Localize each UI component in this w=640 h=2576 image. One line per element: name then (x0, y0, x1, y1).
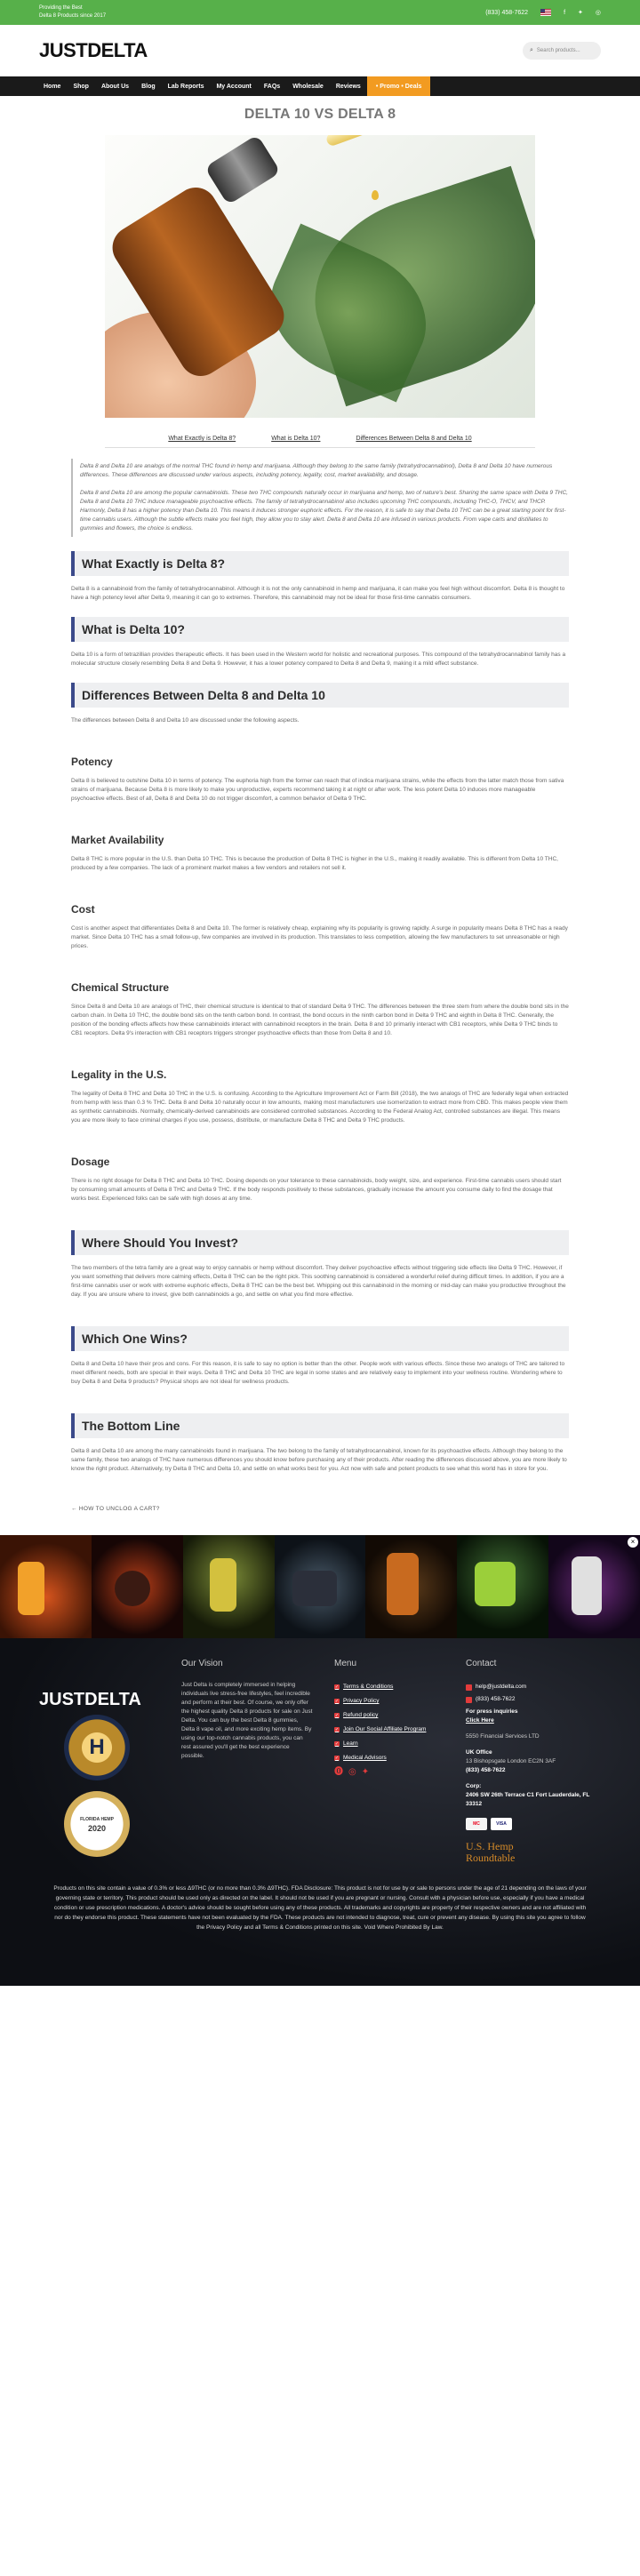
intro-paragraph-2: Delta 8 and Delta 10 are among the popular cannabinoids. These two THC compounds naturally occur in marijuana and hemp, two of nature's best. Sharing the same space with Delta 9 THC, Delta 8 and Delta 10 THC induce manageable psychoactive effects. The family of tetrahydrocannabinol also includes upcoming THC compounds, including THC-O, THCV, and THCP. Harmonly, Delta 8 has a higher potency than Delta 10. This means it induces stronger euphoric effects. For the reason, it is safe to say that Delta 10 THC can be a great starting point for first-time cannabis users. Although the subtle effects make you feel high, they allow you to stay alert. Delta 8 and Delta 10 are infused in various products. From vape carts and distillates to gummies and flowers, the choice is endless. (80, 490, 568, 532)
search-input[interactable]: Search products... (536, 48, 580, 53)
press-label: For press inquiries (466, 1708, 518, 1715)
footer-link-terms[interactable] (334, 1683, 466, 1692)
check-icon: ✓ (334, 1699, 340, 1704)
toc-link-delta-10[interactable]: What is Delta 10? (271, 436, 321, 442)
promo-line-1: Providing the Best (39, 5, 83, 11)
bottle-cap-shape (204, 135, 281, 205)
menu-label[interactable]: Privacy Policy (343, 1698, 380, 1704)
intro-quote (71, 459, 569, 537)
section-heading: Which One Wins? (71, 1326, 569, 1351)
contact-phone-row[interactable] (466, 1695, 590, 1704)
page-title: DELTA 10 VS DELTA 8 (244, 107, 396, 122)
badge-letter: H (89, 1735, 105, 1759)
section-heading: Where Should You Invest? (71, 1230, 569, 1255)
dropper-shape (325, 135, 455, 148)
search-icon[interactable]: ⌕ (530, 47, 533, 53)
footer-brand (39, 1660, 181, 1864)
nav-item-lab-reports[interactable]: Lab Reports (167, 83, 204, 90)
toc-link-differences[interactable]: Differences Between Delta 8 and Delta 10 (356, 436, 472, 442)
gallery-image[interactable] (548, 1535, 640, 1638)
subsection-heading: Potency (71, 756, 113, 768)
site-footer (0, 1638, 640, 1986)
footer-menu (324, 1660, 466, 1864)
footer-link-privacy[interactable] (334, 1697, 466, 1706)
close-icon[interactable]: × (628, 1537, 638, 1548)
section-paragraph: Delta 10 is a form of tetrazillian provides therapeutic effects. It has been used in the Western world for holistic and recreational purposes. This compound of the tetrahydrocannabinol family has a molecular structure closely resembling Delta 8 and Delta 9. However, it has a lower potency compared to Delta 8 and Delta 9, making it a mild effect substance. (71, 652, 566, 667)
previous-post-link[interactable]: ← HOW TO UNCLOG A CART? (71, 1506, 160, 1512)
legal-disclaimer: Products on this site contain a value of 0.3% or less Δ9THC (or no more than 0.3% Δ9THC). FDA Disclosure: This product is not for use by or sale to persons under the age of 21 depending on the laws of your governing state or territory. This product should be used only as directed on the label. It should not be used if you are pregnant or nursing. Consult with a physician before use, especially if you have a medical condition or use prescription medications. A doctor's advice should be sought before using any of these products. All trademarks and copyrights are property of their respective owners and are not affiliated with nor do they endorse this product. These statements have not been evaluated by the FDA. These products are not intended to diagnose, treat, cure or prevent any disease. By using this site you agree to follow the Privacy Policy and all Terms & Conditions printed on this site. Void Where Prohibited By Law. (53, 1885, 587, 1931)
search-box[interactable] (523, 42, 601, 60)
subsection-paragraph: Since Delta 8 and Delta 10 are analogs of THC, their chemical structure is identical to that of standard Delta 9 THC. The differences between the three stem from where the double bond sits in the carbon chain. In Delta 10 THC, the double bond sits on the tenth carbon bond. In contrast, the bond occurs in the ninth carbon bond in Delta 9 THC and eighth in Delta 8 THC. Generally, the position of the bonding effects affects how these cannabinoids interact with cannabinoid receptors in the brain. Delta 8 and 10 primarily interact with CB1 receptors, while Delta 9 THC binds to CB1 receptors. Delta 9's interaction with CB1 receptors triggers stronger psychoactive effects than those from Delta 8 and 10. (71, 1004, 569, 1036)
roundtable-line-1: U.S. Hemp (466, 1840, 514, 1852)
gallery-image[interactable] (183, 1535, 275, 1638)
instagram-icon[interactable]: ◎ (348, 1767, 356, 1777)
oil-drop-shape (372, 190, 379, 200)
menu-label[interactable]: Terms & Conditions (343, 1684, 394, 1690)
gallery-image[interactable] (457, 1535, 548, 1638)
press-link[interactable]: Click Here (466, 1717, 494, 1724)
roundtable-line-2: Roundtable (466, 1852, 516, 1864)
section-heading: Differences Between Delta 8 and Delta 10 (71, 683, 569, 708)
section-paragraph: The two members of the tetra family are a great way to enjoy cannabis or hemp without discomfort. They deliver psychoactive effects without triggering side effects like Delta 9 THC. However, if you want something that delivers more calming effects, Delta 8 THC can be the right pick. This soothing cannabinoid is considered a wonderful relief during difficult times. In addition, if you are a first-time cannabis user or work with extreme euphoric effects, Delta 8 THC can be the best bet. Whipping out this cannabinoid in the morning or mid-day can make you productive throughout the day. If you are unsure where to invest, give both cannabinoids a go, and settle on what you find more effective. (71, 1265, 566, 1298)
footer-columns (0, 1660, 640, 1864)
menu-label[interactable]: Learn (343, 1740, 358, 1747)
vision-heading: Our Vision (181, 1659, 223, 1668)
vision-text: Just Delta is completely immersed in helping individuals live stress-free lifestyles, feel incredible and perform at their best. Of course, we only offer the highest quality Delta 8 products for sale on Just Delta. You can buy the best Delta 8 gummies, Delta 8 vape oil, and more exciting hemp items. By using our top-notch cannabis products, you can rest assured you'll get the best experience possible. (181, 1682, 313, 1759)
nav-item-wholesale[interactable]: Wholesale (292, 83, 324, 90)
us-hemp-authority-badge (64, 1715, 130, 1780)
section-paragraph: Delta 8 and Delta 10 have their pros and cons. For this reason, it is safe to say no option is better than the other. People work with various effects. Since these two analogs of THC are tailored to meet different needs, both are special in their ways. Delta 8 THC and Delta 10 THC are legal in some states and are relatively easy to implement into your wellness routine. Wondering where to buy Delta 8 and Delta 9 products? Physical shops are not ideal for wellness products. (71, 1361, 565, 1385)
address-company: 5550 Financial Services LTD (466, 1733, 540, 1740)
section-paragraph: Delta 8 and Delta 10 are among the many cannabinoids found in marijuana. The two belong to the family of tetrahydrocannabinol, known for its psychoactive effects. Although they belong to the same family, these two analogs of THC have numerous differences you should know before purchasing any of their products. After reading the differences discussed above, you are more likely to know the right product. Alternatively, try Delta 8 THC and Delta 10, and settle on what works best for you. Act now with safe and potent products to see what this world has in store for you. (71, 1448, 567, 1472)
nav-item-blog[interactable]: Blog (141, 83, 156, 90)
contact-phone[interactable]: (833) 458-7622 (476, 1696, 516, 1702)
promo-line-2: Delta 8 Products since 2017 (39, 13, 107, 19)
visa-icon: VISA (491, 1818, 512, 1830)
top-bar-promo (39, 4, 106, 20)
florida-hemp-award-badge (64, 1791, 130, 1857)
twitter-icon[interactable]: ✦ (578, 10, 583, 16)
us-hemp-roundtable-logo (466, 1841, 590, 1864)
subsection-paragraph: Delta 8 THC is more popular in the U.S. than Delta 10 THC. This is because the production of Delta 8 THC is higher in the U.S., making it readily available. This is different from Delta 10 THC, produced by a few companies. The lack of a prominent market makes a few vendors and retailers not sell it. (71, 856, 558, 871)
phone-icon (466, 1697, 472, 1703)
section-heading: The Bottom Line (71, 1413, 569, 1438)
nav-item-faqs[interactable]: FAQs (263, 83, 281, 90)
check-icon: ✓ (334, 1713, 340, 1718)
subsection-paragraph: The legality of Delta 8 THC and Delta 10 THC in the U.S. is confusing. According to the Agriculture Improvement Act or Farm Bill (2018), the two analogs of THC are federally legal when extracted from hemp with less than 0.3 % THC. Delta 8 and Delta 10 naturally occur in low amounts, making most manufacturers use isomerization to extract more from CBD. This makes people view them as synthetic cannabinoids. Normally, chemically-derived cannabinoids are considered controlled substances. According to the Federal Analog Act, controlled substances are illegal. This means you are more likely to face criminal charges if you use, possess, distribute, or manufacture Delta 8 THC and Delta 9 THC products. (71, 1091, 569, 1124)
top-bar (0, 0, 640, 25)
nav-item-my-account[interactable]: My Account (216, 83, 252, 90)
corp-label: Corp: (466, 1783, 482, 1789)
site-header (0, 25, 640, 76)
check-icon: ✓ (334, 1727, 340, 1732)
hero-image (105, 135, 535, 418)
subsection-heading: Dosage (71, 1156, 110, 1168)
footer-link-affiliate[interactable] (334, 1725, 466, 1734)
award-line-1: FLORIDA HEMP (80, 1817, 114, 1822)
check-icon: ✓ (334, 1756, 340, 1761)
instagram-icon[interactable]: ◎ (595, 10, 601, 16)
uk-office-label: UK Office (466, 1749, 492, 1756)
intro-paragraph-1: Delta 8 and Delta 10 are analogs of the normal THC found in hemp and marijuana. Although they belong to the same family (tetrahydrocannabinol), Delta 8 and Delta 10 have numerous differences. These differences are discussed under various aspects, including potency, legality, cost, market availability, and dosage. (80, 463, 553, 478)
subsection-heading: Market Availability (71, 834, 164, 846)
subsection-paragraph: Cost is another aspect that differentiates Delta 8 and Delta 10. The former is relatively cheap, explaining why its popularity is growing rapidly. A surge in popularity means Delta 8 THC has a ready market. Since Delta 10 THC has a small follow-up, few companies are involved in its production. This translates to less competition, allowing the few manufacturers to set unreasonable or high prices. (71, 925, 568, 949)
footer-link-medical-advisors[interactable] (334, 1754, 466, 1763)
gallery-image[interactable] (92, 1535, 183, 1638)
check-icon: ✓ (334, 1684, 340, 1690)
footer-social (334, 1768, 466, 1777)
facebook-icon[interactable]: f (564, 9, 566, 16)
toc-link-delta-8[interactable]: What Exactly is Delta 8? (168, 436, 236, 442)
gallery-image[interactable] (0, 1535, 92, 1638)
mastercard-icon: MC (466, 1818, 487, 1830)
contact-heading: Contact (466, 1659, 497, 1668)
corp-address: 2406 SW 26th Terrace C1 Fort Lauderdale, FL 33312 (466, 1792, 590, 1807)
menu-label[interactable]: Medical Advisors (343, 1755, 387, 1761)
nav-item-shop[interactable]: Shop (73, 83, 89, 90)
section-heading: What is Delta 10? (71, 617, 569, 642)
award-line-2: 2020 (87, 1824, 107, 1833)
instagram-gallery (0, 1535, 640, 1638)
footer-link-learn[interactable] (334, 1740, 466, 1748)
subsection-heading: Cost (71, 903, 95, 916)
gallery-image[interactable] (275, 1535, 366, 1638)
footer-vision (181, 1660, 324, 1864)
menu-heading: Menu (334, 1659, 357, 1668)
pinterest-icon[interactable]: ⓿ (334, 1767, 343, 1777)
article-body (71, 551, 569, 1512)
gallery-image[interactable] (365, 1535, 457, 1638)
contact-email-row[interactable] (466, 1683, 590, 1692)
toc-divider (105, 447, 535, 448)
site-logo[interactable]: JUSTDELTA (39, 39, 148, 61)
subsection-paragraph: There is no right dosage for Delta 8 THC and Delta 10 THC. Dosing depends on your tolerance to these cannabinoids, body weight, size, and experience. First-time cannabis users should start by consuming small amounts of Delta 8 THC and Delta 9 THC. If the body responds positively to these substances, gradually increase the amount you consume daily to find the dosage that works best. Experienced folks can be safe with high doses at any time. (71, 1178, 562, 1202)
main-nav (0, 76, 640, 96)
payment-cards (466, 1818, 590, 1830)
us-flag-icon[interactable] (540, 9, 551, 16)
menu-label[interactable]: Refund policy (343, 1712, 379, 1718)
contact-email[interactable]: help@justdelta.com (476, 1684, 527, 1690)
uk-office-phone[interactable]: (833) 458-7622 (466, 1767, 506, 1773)
nav-item-promo-deals[interactable]: • Promo • Deals (367, 76, 431, 96)
check-icon: ✓ (334, 1741, 340, 1747)
table-of-contents (0, 436, 640, 442)
subsection-heading: Chemical Structure (71, 981, 170, 994)
nav-item-reviews[interactable]: Reviews (335, 83, 361, 90)
top-bar-right (485, 9, 601, 16)
subsection-heading: Legality in the U.S. (71, 1068, 167, 1081)
email-icon (466, 1684, 472, 1691)
subsection-paragraph: Delta 8 is believed to outshine Delta 10 in terms of potency. The euphoria high from the former can reach that of indica marijuana strains, while the effects from the latter match those from sativa strains of marijuana. Because Delta 8 is more likely to make you unproductive, experts recommend taking it at night or after work. The less potent Delta 10 induces more manageable psychoactive effects. Best of all, Delta 8 and Delta 10 do not trigger discomfort, a common behavior of Delta 9 THC. (71, 778, 564, 802)
footer-link-refund[interactable] (334, 1711, 466, 1720)
twitter-icon[interactable]: ✦ (361, 1767, 370, 1777)
section-paragraph: Delta 8 is a cannabinoid from the family of tetrahydrocannabinol. Although it is not the only cannabinoid in hemp and marijuana, it can make you feel high without discomfort. Delta 8 is thought to have a high potency level after Delta 9, meaning it can go to extremes. Therefore, this cannabinoid may not be ideal for those first-time cannabis consumers. (71, 586, 565, 601)
phone-number[interactable]: (833) 458-7622 (485, 9, 529, 16)
uk-office-address: 13 Bishopsgate London EC2N 3AF (466, 1758, 556, 1764)
menu-label[interactable]: Join Our Social Affiliate Program (343, 1726, 427, 1732)
nav-item-about[interactable]: About Us (100, 83, 130, 90)
section-heading: What Exactly is Delta 8? (71, 551, 569, 576)
section-paragraph: The differences between Delta 8 and Delta 10 are discussed under the following aspects. (71, 717, 300, 724)
nav-item-home[interactable]: Home (44, 83, 61, 90)
footer-logo[interactable]: JUSTDELTA (39, 1690, 141, 1709)
footer-contact (466, 1660, 590, 1864)
